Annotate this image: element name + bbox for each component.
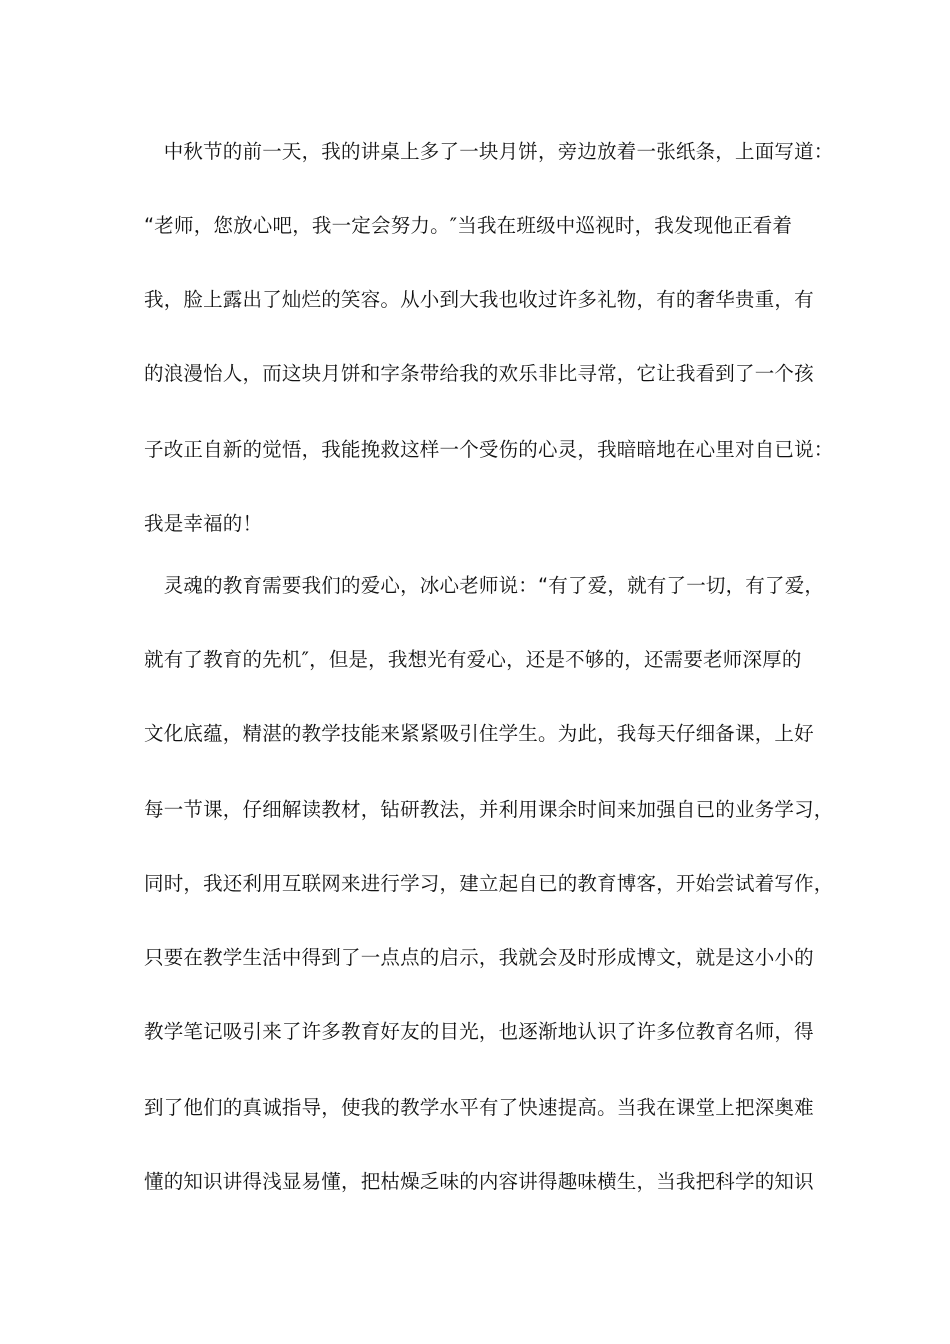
text-line: 我，脸上露出了灿烂的笑容。从小到大我也收过许多礼物，有的奢华贵重，有 xyxy=(144,288,814,311)
text-line: 文化底蕴，精湛的教学技能来紧紧吸引住学生。为此，我每天仔细备课，上好 xyxy=(144,722,814,745)
text-line: 教学笔记吸引来了许多教育好友的目光，也逐渐地认识了许多位教育名师，得 xyxy=(144,1020,814,1043)
text-line: 到了他们的真诚指导，使我的教学水平有了快速提高。当我在课堂上把深奥难 xyxy=(144,1096,814,1119)
text-line: 子改正自新的觉悟，我能挽救这样一个受伤的心灵，我暗暗地在心里对自已说： xyxy=(144,438,834,461)
text-line: 懂的知识讲得浅显易懂，把枯燥乏味的内容讲得趣味横生，当我把科学的知识 xyxy=(144,1170,814,1193)
text-line: 只要在教学生活中得到了一点点的启示，我就会及时形成博文，就是这小小的 xyxy=(144,946,814,969)
text-line: 灵魂的教育需要我们的爱心，冰心老师说：“有了爱，就有了一切，有了爱， xyxy=(144,574,825,597)
text-line: 我是幸福的！ xyxy=(144,512,263,535)
text-line: 就有了教育的先机″，但是，我想光有爱心，还是不够的，还需要老师深厚的 xyxy=(144,648,802,671)
text-line: 的浪漫怡人，而这块月饼和字条带给我的欢乐非比寻常，它让我看到了一个孩 xyxy=(144,362,814,385)
text-line: 中秋节的前一天，我的讲桌上多了一块月饼，旁边放着一张纸条，上面写道： xyxy=(144,140,834,163)
text-line: 同时，我还利用互联网来进行学习，建立起自已的教育博客，开始尝试着写作， xyxy=(144,872,834,895)
text-line: “老师，您放心吧，我一定会努力。″当我在班级中巡视时，我发现他正看着 xyxy=(144,214,793,237)
text-line: 每一节课，仔细解读教材，钻研教法，并利用课余时间来加强自已的业务学习， xyxy=(144,798,834,821)
